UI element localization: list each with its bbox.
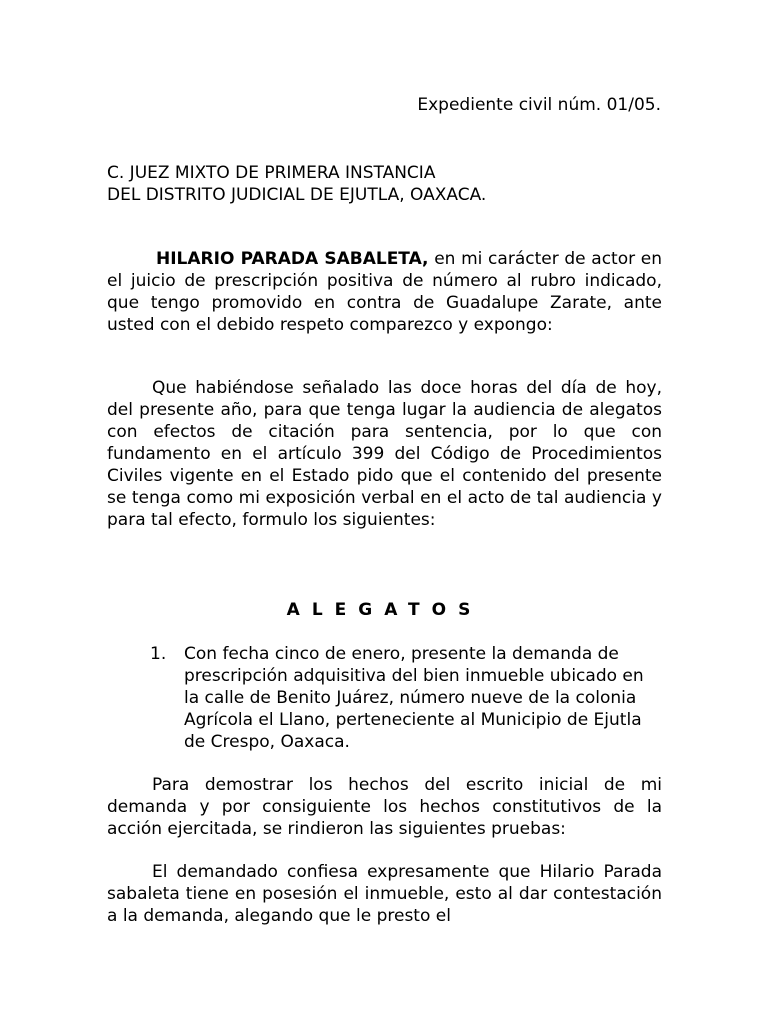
list-item-text: Con fecha cinco de enero, presente la demanda de prescripción adquisitiva del bien inmueble ubicado en la calle de Benito Juárez, número nueve de la colonia Agrícola el Llano, perteneciente al Municipio de Ejutla de Crespo, Oaxaca. <box>184 644 644 752</box>
addressee-block <box>107 162 662 206</box>
plaintiff-name: HILARIO PARADA SABALETA, <box>156 249 429 269</box>
list-item <box>150 643 662 753</box>
evidence-paragraph: Para demostrar los hechos del escrito inicial de mi demanda y por consiguiente los hechos constitutivos de la acción ejercitada, se rindieron las siguientes pruebas: <box>107 775 662 839</box>
section-heading: ALEGATOS <box>286 600 483 620</box>
intro-text: en mi carácter de actor en el juicio de prescripción positiva de número al rubro indicado, que tengo promovido en contra de Guadalupe Zarate, ante usted con el debido respeto comparezco y expongo: <box>107 249 663 335</box>
case-number: Expediente civil núm. 01/05. <box>417 95 661 115</box>
addressee-line-1: C. JUEZ MIXTO DE PRIMERA INSTANCIA <box>107 163 436 183</box>
addressee-line-2: DEL DISTRITO JUDICIAL DE EJUTLA, OAXACA. <box>107 185 487 205</box>
intro-paragraph <box>107 248 662 336</box>
list-item-number: 1. <box>150 644 167 664</box>
hearing-paragraph: Que habiéndose señalado las doce horas del día de hoy, del presente año, para que tenga lugar la audiencia de alegatos con efectos de citación para sentencia, por lo que con fundamento en el artículo 399 del Código de Procedimientos Civiles vigente en el Estado pido que el contenido del presente se tenga como mi exposición verbal en el acto de tal audiencia y para tal efecto, formulo los siguientes: <box>107 378 662 530</box>
defendant-paragraph: El demandado confiesa expresamente que Hilario Parada sabaleta tiene en posesión el inmueble, esto al dar contestación a la demanda, alegando que le presto el <box>107 862 662 926</box>
